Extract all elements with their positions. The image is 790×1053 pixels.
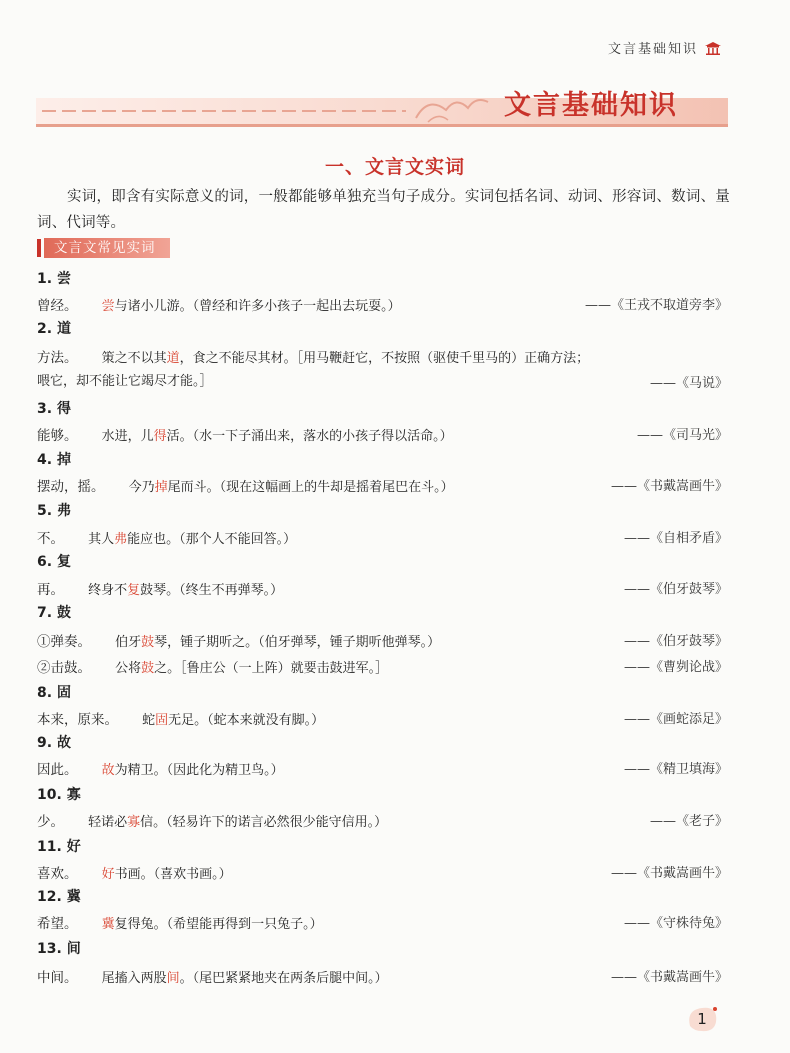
entry-source: ——《书戴嵩画牛》 — [610, 970, 728, 985]
entry-definition: 再。 — [37, 582, 64, 598]
entry-word: 故 — [56, 735, 71, 751]
example-post: 书画。（喜欢书画。） — [114, 867, 232, 882]
entry-heading — [37, 886, 81, 906]
example-post: 信。（轻易许下的诺言必然很少能守信用。） — [140, 815, 388, 830]
example-pre: 轻诺必 — [88, 815, 128, 830]
entry-source: ——《伯牙鼓琴》 — [623, 582, 728, 597]
entry-number: 1. — [37, 271, 53, 287]
example-highlight: 冀 — [101, 917, 115, 932]
entry-heading — [37, 938, 81, 958]
entry-definition: ①弹奏。 — [37, 634, 91, 650]
entry-word: 尝 — [56, 271, 71, 287]
entry-definition: 能够。 — [37, 428, 78, 444]
entry-source: ——《伯牙鼓琴》 — [623, 634, 728, 649]
example-post: 尾而斗。（现在这幅画上的牛却是摇着尾巴在斗。） — [167, 480, 454, 495]
example-highlight: 弗 — [114, 532, 128, 547]
entry-definition: ②击鼓。 — [37, 660, 91, 676]
example-highlight: 鼓 — [141, 661, 155, 676]
entry-word: 复 — [56, 554, 71, 570]
entry-source: ——《王戎不取道旁李》 — [584, 298, 728, 313]
entry-source: ——《书戴嵩画牛》 — [610, 479, 728, 494]
entry-word: 鼓 — [56, 605, 71, 621]
entry-word: 掉 — [56, 452, 71, 468]
example-highlight: 固 — [155, 713, 169, 728]
example-continuation: 喂它，却不能让它竭尽才能。］ — [37, 374, 213, 389]
entry-source: ——《画蛇添足》 — [623, 712, 728, 727]
entry-definition: 不。 — [37, 531, 64, 547]
tag-bar — [37, 239, 41, 257]
entry-heading — [37, 398, 71, 418]
entry-line — [37, 708, 730, 728]
example-post: ，食之不能尽其材。［用马鞭赶它，不按照（驱使千里马的）正确方法； — [179, 351, 590, 366]
entry-source: ——《守株待兔》 — [623, 916, 728, 931]
example-post: 琴，锺子期听之。（伯牙弹琴，锺子期听他弹琴。） — [154, 635, 441, 650]
example-post: 复得兔。（希望能再得到一只兔子。） — [114, 917, 323, 932]
example-post: 活。（水一下子涌出来，落水的小孩子得以活命。） — [166, 429, 453, 444]
example-pre: 尾搐入两股 — [101, 971, 167, 986]
entry-line — [37, 862, 730, 882]
entry-number: 4. — [37, 452, 53, 468]
entry-heading — [37, 449, 71, 469]
example-highlight: 好 — [101, 867, 115, 882]
example-pre: 蛇 — [142, 713, 156, 728]
entry-number: 13. — [37, 941, 62, 957]
entry-source: ——《老子》 — [649, 814, 728, 829]
entry-word: 固 — [56, 685, 71, 701]
entry-number: 6. — [37, 554, 53, 570]
entry-definition: 摆动，摇。 — [37, 479, 105, 495]
example-highlight: 复 — [127, 583, 141, 598]
entry-number: 9. — [37, 735, 53, 751]
entry-heading — [37, 318, 71, 338]
entry-heading — [37, 732, 71, 752]
entry-word: 得 — [56, 401, 71, 417]
entry-heading — [37, 682, 71, 702]
example-highlight: 间 — [166, 971, 180, 986]
running-head-text: 文言基础知识 — [607, 42, 698, 57]
page-number-badge — [684, 1004, 720, 1034]
entry-definition: 因此。 — [37, 762, 78, 778]
example-pre: 策之不以其 — [101, 351, 167, 366]
entry-line — [37, 424, 730, 444]
entry-definition: 喜欢。 — [37, 866, 78, 882]
example-pre: 公将 — [115, 661, 142, 676]
intro-paragraph: 实词，即含有实际意义的词，一般都能够单独充当句子成分。实词包括名词、动词、形容词、数词、量词、代词等。 — [37, 189, 730, 231]
entry-line — [37, 758, 730, 778]
entry-source: ——《书戴嵩画牛》 — [610, 866, 728, 881]
entry-source: ——《精卫填海》 — [623, 762, 728, 777]
entry-line — [37, 630, 730, 650]
entry-number: 12. — [37, 889, 62, 905]
entry-source: ——《马说》 — [649, 376, 728, 391]
entry-number: 11. — [37, 839, 62, 855]
entry-continuation — [37, 370, 730, 389]
example-highlight: 掉 — [154, 480, 168, 495]
entry-definition: 少。 — [37, 814, 64, 830]
example-highlight: 尝 — [101, 299, 115, 314]
example-pre: 今乃 — [128, 480, 155, 495]
entry-heading — [37, 500, 71, 520]
entry-line — [37, 475, 730, 495]
entry-number: 8. — [37, 685, 53, 701]
example-post: 鼓琴。（终生不再弹琴。） — [140, 583, 284, 598]
entry-line — [37, 346, 730, 366]
entry-word: 间 — [66, 941, 81, 957]
section-title: 一、文言文实词 — [324, 156, 465, 178]
entry-number: 3. — [37, 401, 53, 417]
tag-label: 文言文常见实词 — [44, 238, 170, 258]
entry-word: 寡 — [66, 787, 81, 803]
entry-source: ——《司马光》 — [636, 428, 728, 443]
example-highlight: 鼓 — [141, 635, 155, 650]
entry-line — [37, 578, 730, 598]
example-post: 为精卫。（因此化为精卫鸟。） — [114, 763, 284, 778]
example-post: 。（尾巴紧紧地夹在两条后腿中间。） — [179, 971, 388, 986]
page-number: 1 — [697, 1010, 707, 1028]
banner-title: 文言基础知识 — [504, 90, 678, 121]
entry-definition: 方法。 — [37, 350, 78, 366]
entry-definition: 曾经。 — [37, 298, 78, 314]
example-pre: 终身不 — [88, 583, 128, 598]
example-pre: 其人 — [88, 532, 115, 547]
example-highlight: 寡 — [127, 815, 141, 830]
entry-word: 冀 — [66, 889, 81, 905]
entry-word: 好 — [66, 839, 81, 855]
entry-heading — [37, 602, 71, 622]
entry-source: ——《自相矛盾》 — [623, 531, 728, 546]
example-post: 能应也。（那个人不能回答。） — [127, 532, 297, 547]
entry-word: 道 — [56, 321, 71, 337]
pavilion-icon — [704, 41, 722, 55]
entry-heading — [37, 268, 71, 288]
example-highlight: 故 — [101, 763, 115, 778]
entry-line — [37, 656, 730, 676]
entry-line — [37, 294, 730, 314]
entry-line — [37, 527, 730, 547]
entry-number: 10. — [37, 787, 62, 803]
entry-source: ——《曹刿论战》 — [623, 660, 728, 675]
example-post: 无足。（蛇本来就没有脚。） — [168, 713, 325, 728]
entry-line — [37, 912, 730, 932]
entry-line — [37, 810, 730, 830]
example-post: 之。［鲁庄公（一上阵）就要击鼓进军。］ — [154, 661, 389, 676]
entry-number: 7. — [37, 605, 53, 621]
example-pre: 伯牙 — [115, 635, 142, 650]
entry-heading — [37, 784, 81, 804]
example-post: 与诸小儿游。（曾经和许多小孩子一起出去玩耍。） — [114, 299, 401, 314]
entry-definition: 中间。 — [37, 970, 78, 986]
example-pre: 水进，儿 — [101, 429, 154, 444]
entry-number: 5. — [37, 503, 53, 519]
entry-heading — [37, 836, 81, 856]
running-head — [608, 38, 722, 57]
entry-heading — [37, 551, 71, 571]
entry-number: 2. — [37, 321, 53, 337]
example-highlight: 道 — [166, 351, 180, 366]
entry-word: 弗 — [56, 503, 71, 519]
entry-definition: 希望。 — [37, 916, 78, 932]
entry-definition: 本来，原来。 — [37, 712, 118, 728]
example-highlight: 得 — [153, 429, 167, 444]
entry-line — [37, 966, 730, 986]
subsection-tag — [37, 238, 197, 258]
